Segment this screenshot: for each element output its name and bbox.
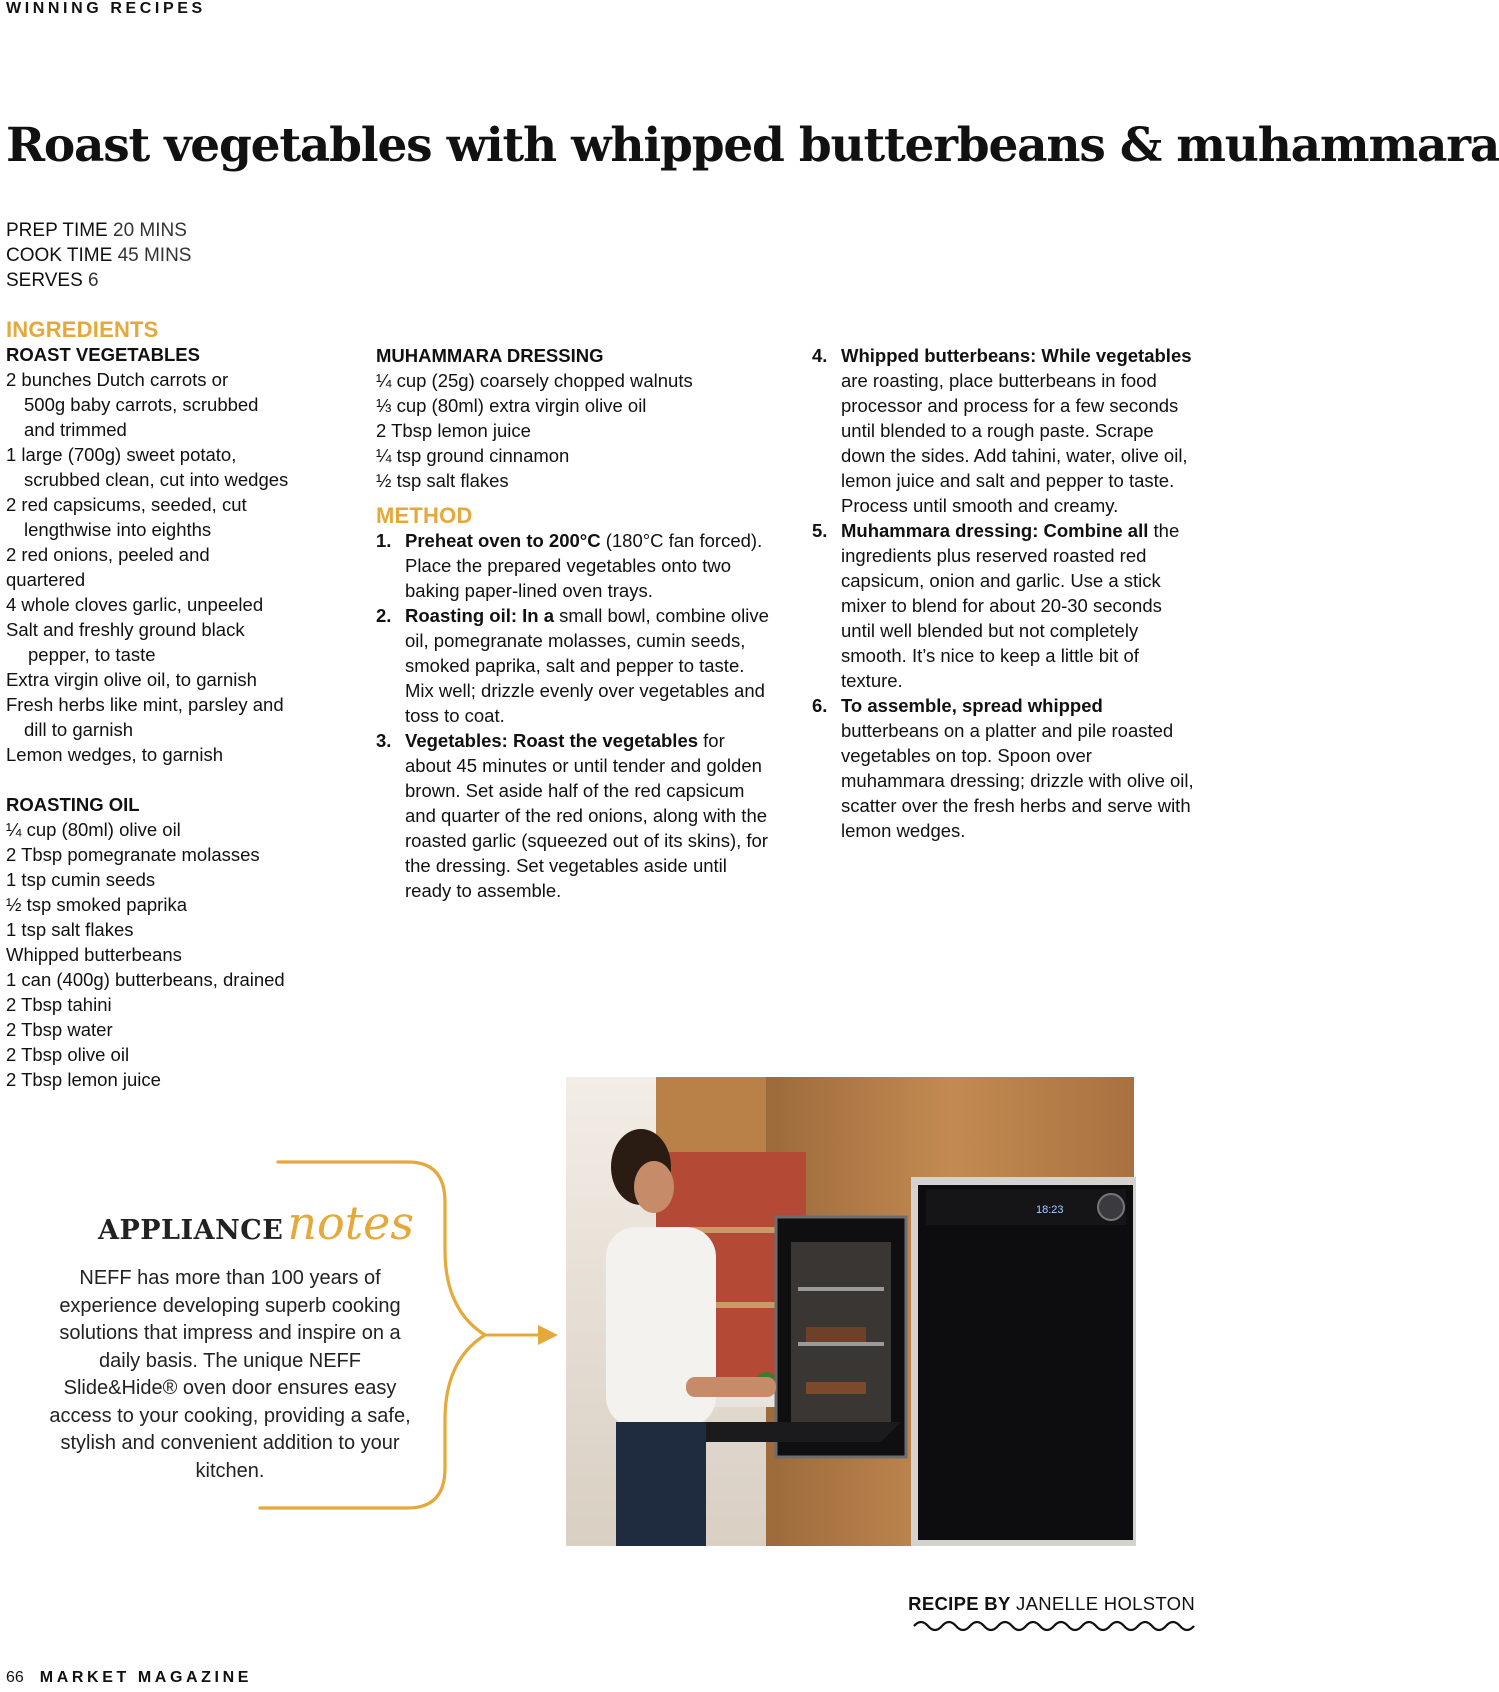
- list-item: 1 large (700g) sweet potato,: [6, 444, 237, 465]
- upper-cabinet: [656, 1077, 766, 1152]
- roast-vegetables-list: [6, 367, 341, 767]
- step-number: 6.: [812, 695, 828, 716]
- magazine-name: MARKET MAGAZINE: [39, 1669, 253, 1686]
- roast-vegetables-heading: ROAST VEGETABLES: [6, 344, 200, 365]
- list-item: 2 red capsicums, seeded, cut: [6, 494, 247, 515]
- notes-label: notes: [287, 1196, 415, 1250]
- appliance-notes-text: NEFF has more than 100 years of experience developing superb cooking solutions that impress and inspire on a daily basis. The unique NEFF Slide&Hide® oven door ensures easy access to your cooking, providing a safe, stylish and convenient addition to your kitchen.: [49, 1267, 411, 1482]
- method-step: [376, 528, 771, 603]
- step-number: 1.: [376, 530, 392, 551]
- step-lead: Whipped butterbeans: While vegetables: [841, 345, 1192, 366]
- list-item: 2 Tbsp tahini: [6, 994, 112, 1015]
- list-item: ¼ cup (25g) coarsely chopped walnuts: [376, 370, 693, 391]
- prep-label: PREP TIME: [6, 220, 108, 241]
- step-lead: Preheat oven to 200°C: [405, 530, 601, 551]
- oven-knob-icon: [1098, 1194, 1124, 1220]
- list-item: pepper, to taste: [28, 644, 156, 665]
- step-text: (180°C fan forced). Place the prepared vegetables onto two baking paper-lined oven trays.: [405, 530, 763, 601]
- oven-door: [686, 1422, 901, 1442]
- cook-time: [6, 243, 191, 268]
- step-lead: Vegetables: Roast the vegetables: [405, 730, 699, 751]
- muhammara-list: [376, 368, 771, 493]
- prep-value: 20 MINS: [113, 220, 187, 241]
- muhammara-heading: MUHAMMARA DRESSING: [376, 345, 604, 366]
- method-column-2: [812, 343, 1200, 843]
- list-item: 2 Tbsp olive oil: [6, 1044, 130, 1065]
- list-item: 2 Tbsp pomegranate molasses: [6, 844, 260, 865]
- list-item: 2 Tbsp lemon juice: [376, 420, 531, 441]
- list-item: 2 Tbsp water: [6, 1019, 113, 1040]
- cook-value: 45 MINS: [117, 245, 192, 266]
- step-text: the ingredients plus reserved roasted red capsicum, onion and garlic. Use a stick mixer to blend for about 20-30 seconds until well blended but not completely smooth. It’s nice to keep a little bit of texture.: [841, 520, 1180, 691]
- list-item: quartered: [6, 569, 86, 590]
- step-number: 5.: [812, 520, 828, 541]
- list-item: lengthwise into eighths: [24, 519, 212, 540]
- step-text: small bowl, combine olive oil, pomegranate molasses, cumin seeds, smoked paprika, salt and pepper to taste. Mix well; drizzle evenly over vegetables and toss to coat.: [405, 605, 769, 726]
- list-item: 1 tsp cumin seeds: [6, 869, 156, 890]
- ingredients-column: [6, 317, 341, 1092]
- page-number: 66: [6, 1669, 24, 1686]
- method-heading: METHOD: [376, 503, 473, 528]
- page-footer: [6, 1669, 252, 1687]
- method-step: [376, 728, 771, 903]
- list-item: Salt and freshly ground black: [6, 619, 245, 640]
- cook-label: COOK TIME: [6, 245, 113, 266]
- list-item: 2 Tbsp lemon juice: [6, 1069, 161, 1090]
- step-number: 2.: [376, 605, 392, 626]
- method-steps: [376, 528, 771, 903]
- credit-squiggle-divider: [912, 1618, 1194, 1634]
- oven-body: [918, 1185, 1133, 1540]
- list-item: 2 red onions, peeled and: [6, 544, 210, 565]
- step-lead: To assemble, spread whipped: [841, 695, 1103, 716]
- method-step: [812, 343, 1200, 518]
- roasting-oil-list: [6, 817, 341, 1092]
- step-number: 4.: [812, 345, 828, 366]
- list-item: ½ tsp salt flakes: [376, 470, 509, 491]
- roasting-oil-heading: ROASTING OIL: [6, 794, 140, 815]
- arrow-head-icon: [538, 1325, 558, 1345]
- recipe-title: Roast vegetables with whipped butterbeans & muhammara: [6, 118, 1499, 173]
- appliance-label: APPLIANCE: [98, 1215, 284, 1246]
- list-item: dill to garnish: [24, 719, 134, 740]
- list-item: 1 tsp salt flakes: [6, 919, 134, 940]
- list-item: ½ tsp smoked paprika: [6, 894, 187, 915]
- list-item: Whipped butterbeans: [6, 944, 182, 965]
- list-item: 2 bunches Dutch carrots or: [6, 369, 229, 390]
- credit-label: RECIPE BY: [908, 1593, 1011, 1614]
- serves-value: 6: [88, 270, 99, 291]
- kitchen-oven-photo: [566, 1077, 1134, 1546]
- credit-name: JANELLE HOLSTON: [1016, 1593, 1195, 1614]
- recipe-meta: [6, 218, 191, 293]
- list-item: ¼ cup (80ml) olive oil: [6, 819, 181, 840]
- serves: [6, 268, 191, 293]
- serves-label: SERVES: [6, 270, 83, 291]
- list-item: ⅓ cup (80ml) extra virgin olive oil: [376, 395, 647, 416]
- person-jeans: [616, 1422, 706, 1546]
- method-step: [812, 518, 1200, 693]
- recipe-credit: [908, 1593, 1195, 1615]
- list-item: ¼ tsp ground cinnamon: [376, 445, 570, 466]
- step-number: 3.: [376, 730, 392, 751]
- list-item: 500g baby carrots, scrubbed: [24, 394, 259, 415]
- person-arm: [686, 1377, 776, 1397]
- person-face: [634, 1161, 674, 1213]
- ingredients-heading: INGREDIENTS: [6, 317, 159, 342]
- kitchen-illustration: [566, 1077, 1134, 1546]
- step-text: for about 45 minutes or until tender and golden brown. Set aside half of the red capsicum and quarter of the red onions, along with the roasted garlic (squeezed out of its skins), for the dressing. Set vegetables aside until ready to assemble.: [405, 730, 768, 901]
- list-item: and trimmed: [24, 419, 127, 440]
- step-text: butterbeans on a platter and pile roasted vegetables on top. Spoon over muhammara dressing; drizzle with olive oil, scatter over the fresh herbs and serve with lemon wedges.: [841, 720, 1194, 841]
- list-item: 1 can (400g) butterbeans, drained: [6, 969, 285, 990]
- list-item: Lemon wedges, to garnish: [6, 744, 223, 765]
- step-lead: Muhammara dressing: Combine all: [841, 520, 1149, 541]
- prep-time: [6, 218, 191, 243]
- section-label: WINNING RECIPES: [6, 0, 206, 17]
- oven-time-display: 18:23: [1036, 1204, 1064, 1216]
- method-step: [376, 603, 771, 728]
- list-item: Extra virgin olive oil, to garnish: [6, 669, 257, 690]
- list-item: Fresh herbs like mint, parsley and: [6, 694, 284, 715]
- step-text: are roasting, place butterbeans in food processor and process for a few seconds until blended to a rough paste. Scrape down the sides. Add tahini, water, olive oil, lemon juice and salt and pepper to taste. Process until smooth and creamy.: [841, 370, 1188, 516]
- list-item: 4 whole cloves garlic, unpeeled: [6, 594, 264, 615]
- method-steps: [812, 343, 1200, 843]
- list-item: scrubbed clean, cut into wedges: [24, 469, 289, 490]
- method-column-1: [376, 343, 771, 903]
- appliance-notes-heading: [98, 1196, 414, 1250]
- step-lead: Roasting oil: In a: [405, 605, 555, 626]
- method-step: [812, 693, 1200, 843]
